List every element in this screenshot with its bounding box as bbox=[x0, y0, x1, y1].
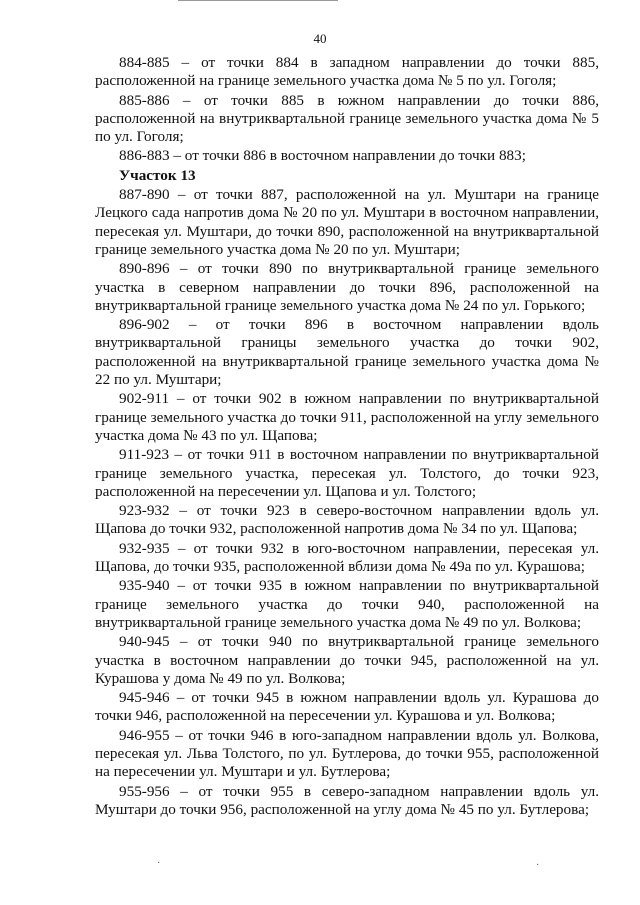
paragraph-896-902: 896-902 – от точки 896 в восточном направлении вдоль внутриквартальной границы земельного участка до точки 902, расположенной на внутриквартальной границе земельного участка дома № 22 по ул. Муштари; bbox=[95, 316, 599, 389]
paragraph-911-923: 911-923 – от точки 911 в восточном направлении по внутриквартальной границе земельного участка, пересекая ул. Толстого, до точки 923, расположенной на пересечении ул. Щапова и ул. Толстого; bbox=[95, 446, 599, 500]
paragraph-886-883: 886-883 – от точки 886 в восточном направлении до точки 883; bbox=[119, 147, 526, 165]
paragraph-884-885: 884-885 – от точки 884 в западном направлении до точки 885, расположенной на границе земельного участка дома № 5 по ул. Гоголя; bbox=[95, 54, 599, 90]
paragraph-890-896: 890-896 – от точки 890 по внутриквартальной границе земельного участка в северном направлении до точки 896, расположенной на внутриквартальной границе земельного участка дома № 24 по ул. Горького; bbox=[95, 260, 599, 314]
page-number: 40 bbox=[313, 31, 327, 46]
scan-speck: · bbox=[157, 858, 161, 869]
paragraph-885-886: 885-886 – от точки 885 в южном направлении до точки 886, расположенной на внутриквартальной границе земельного участка дома № 5 по ул. Гоголя; bbox=[95, 91, 599, 146]
section-heading: Участок 13 bbox=[119, 166, 196, 184]
top-edge-line bbox=[178, 0, 338, 1]
paragraph-923-932: 923-932 – от точки 923 в северо-восточном направлении вдоль ул. Щапова до точки 932, расположенной напротив дома № 34 по ул. Щапова; bbox=[95, 502, 599, 538]
paragraph-945-946: 945-946 – от точки 945 в южном направлении вдоль ул. Курашова до точки 946, расположенной на пересечении ул. Курашова и ул. Волкова; bbox=[95, 689, 599, 725]
paragraph-932-935: 932-935 – от точки 932 в юго-восточном направлении, пересекая ул. Щапова, до точки 935, расположенной вблизи дома № 49а по ул. Курашова; bbox=[95, 539, 599, 576]
paragraph-940-945: 940-945 – от точки 940 по внутриквартальной границе земельного участка в восточном направлении до точки 945, расположенной на ул. Курашова у дома № 49 по ул. Волкова; bbox=[95, 633, 599, 687]
paragraph-955-956: 955-956 – от точки 955 в северо-западном направлении вдоль ул. Муштари до точки 956, расположенной на углу дома № 45 по ул. Бутлерова; bbox=[95, 782, 599, 818]
paragraph-887-890: 887-890 – от точки 887, расположенной на ул. Муштари на границе Лецкого сада напротив дома № 20 по ул. Муштари в восточном направлении, пересекая ул. Муштари, до точки 890, расположенной на внутриквартальной границе земельного участка дома № 20 по ул. Муштари; bbox=[95, 186, 599, 258]
document-body bbox=[95, 54, 599, 820]
paragraph-946-955: 946-955 – от точки 946 в юго-западном направлении вдоль ул. Волкова, пересекая ул. Льва Толстого, по ул. Бутлерова, до точки 955, расположенной на пересечении ул. Муштари и ул. Бутлерова; bbox=[95, 726, 599, 781]
paragraph-935-940: 935-940 – от точки 935 в южном направлении по внутриквартальной границе земельного участка до точки 940, расположенной на внутриквартальной границе земельного участка дома № 49 по ул. Волкова; bbox=[95, 577, 599, 631]
paragraph-902-911: 902-911 – от точки 902 в южном направлении по внутриквартальной границе земельного участка до точки 911, расположенной на углу земельного участка дома № 43 по ул. Щапова; bbox=[95, 390, 599, 444]
scan-speck: · bbox=[536, 860, 540, 871]
